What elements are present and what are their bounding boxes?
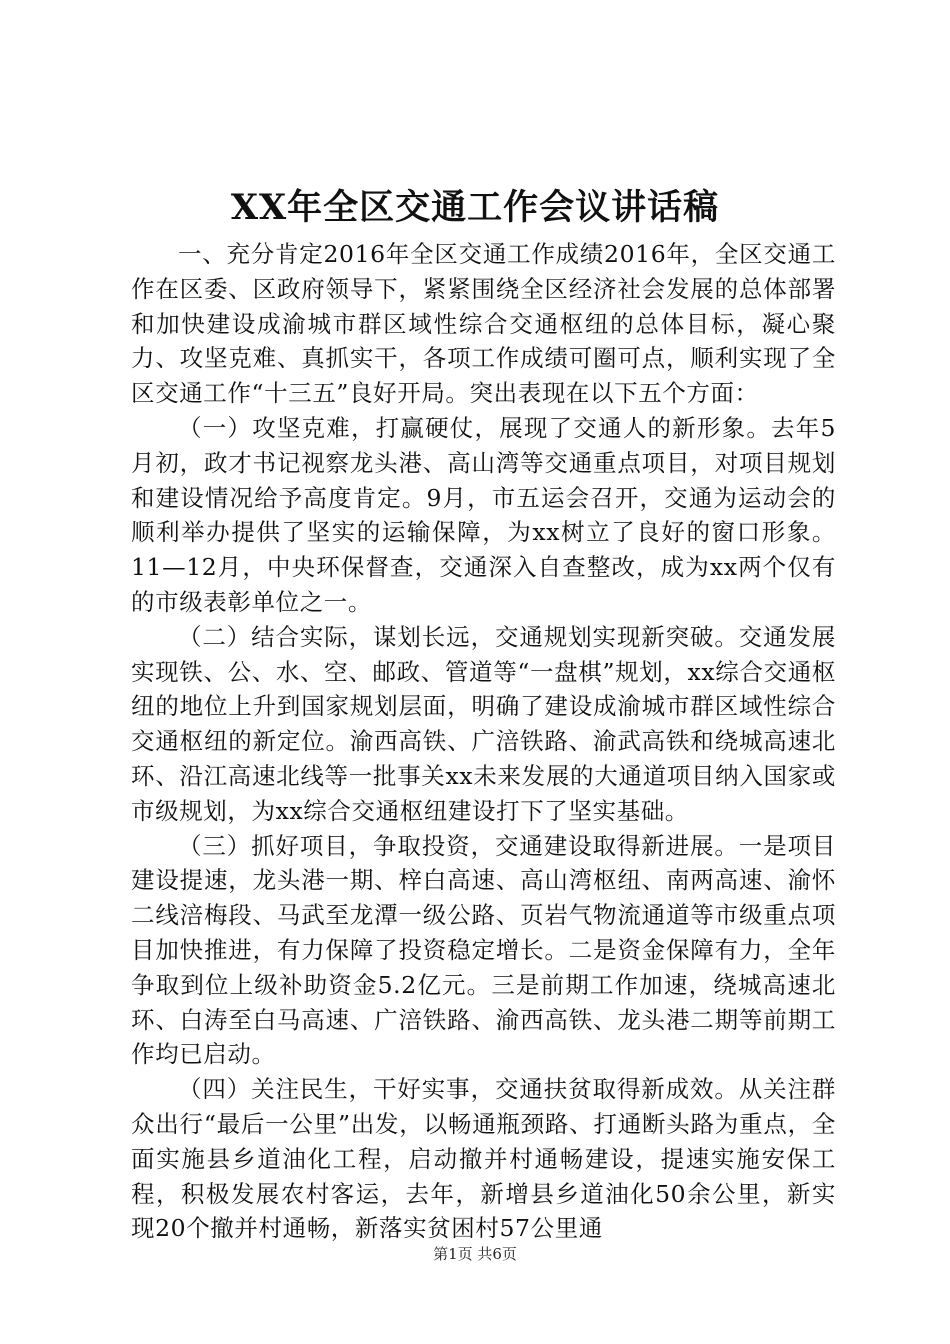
paragraph-intro: 一、充分肯定2016年全区交通工作成绩2016年，全区交通工作在区委、区政府领导下，紧紧围绕全区经济社会发展的总体部署和加快建设成渝城市群区域性综合交通枢纽的总体目标，凝心聚力、攻坚克难、真抓实干，各项工作成绩可圈可点，顺利实现了全区交通工作“十三五”良好开局。突出表现在以下五个方面： — [131, 240, 836, 408]
document-body — [131, 237, 836, 1246]
document-title: XX年全区交通工作会议讲话稿 — [230, 187, 720, 228]
page-number-footer: 第1页 共6页 — [433, 1245, 517, 1263]
paragraph-section-2: （二）结合实际，谋划长远，交通规划实现新突破。交通发展实现铁、公、水、空、邮政、管道等“一盘棋”规划，xx综合交通枢纽的地位上升到国家规划层面，明确了建设成渝城市群区域性综合交通枢纽的新定位。渝西高铁、广涪铁路、渝武高铁和绕城高速北环、沿江高速北线等一批事关xx未来发展的大通道项目纳入国家或市级规划，为xx综合交通枢纽建设打下了坚实基础。 — [131, 622, 836, 825]
paragraph-section-4: （四）关注民生，干好实事，交通扶贫取得新成效。从关注群众出行“最后一公里”出发，以畅通瓶颈路、打通断头路为重点，全面实施县乡道油化工程，启动撤并村通畅建设，提速实施安保工程，积极发展农村客运，去年，新增县乡道油化50余公里，新实现20个撤并村通畅，新落实贫困村57公里通 — [131, 1075, 836, 1243]
paragraph-section-1: （一）攻坚克难，打赢硬仗，展现了交通人的新形象。去年5月初，政才书记视察龙头港、高山湾等交通重点项目，对项目规划和建设情况给予高度肯定。9月，市五运会召开，交通为运动会的顺利举办提供了坚实的运输保障，为xx树立了良好的窗口形象。11—12月，中央环保督查，交通深入自查整改，成为xx两个仅有的市级表彰单位之一。 — [131, 413, 836, 616]
paragraph-section-3: （三）抓好项目，争取投资，交通建设取得新进展。一是项目建设提速，龙头港一期、梓白高速、高山湾枢纽、南两高速、渝怀二线涪梅段、马武至龙潭一级公路、页岩气物流通道等市级重点项目加快推进，有力保障了投资稳定增长。二是资金保障有力，全年争取到位上级补助资金5.2亿元。三是前期工作加速，绕城高速北环、白涛至白马高速、广涪铁路、渝西高铁、龙头港二期等前期工作均已启动。 — [131, 831, 836, 1069]
